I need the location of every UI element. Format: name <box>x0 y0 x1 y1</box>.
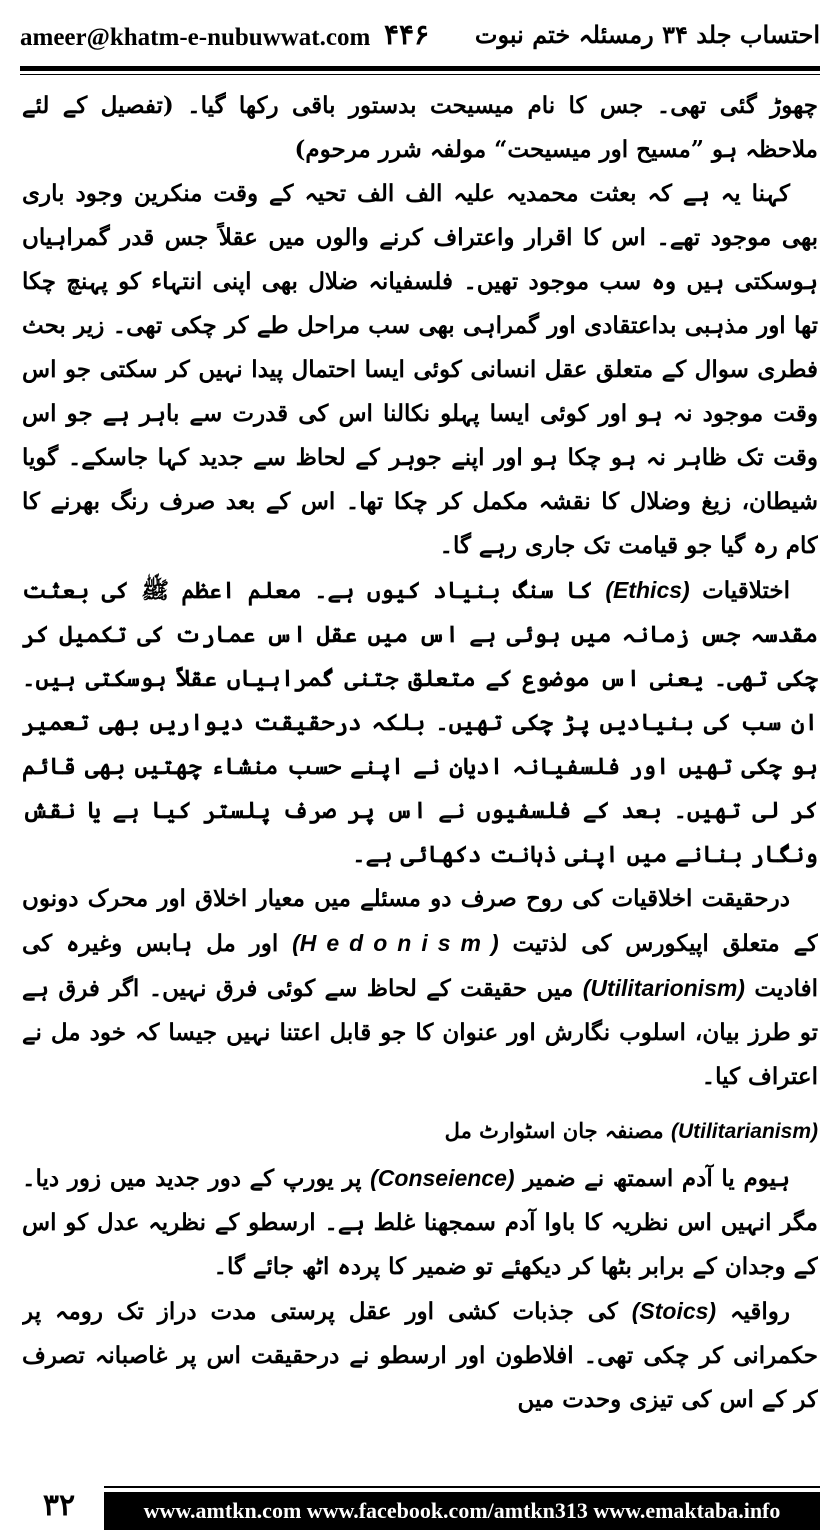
paragraph-4-text-c: میں حقیقت کے لحاظ سے کوئی فرق نہیں۔ اگر فرق ہے تو طرز بیان، اسلوب نگارش اور عنوان کا جو قابل اعتنا نہیں جیسا کہ خود مل نے اعتراف کیا۔ <box>22 975 818 1090</box>
paragraph-4-text-b: اور مل ہابس وغیرہ کی افادیت <box>22 930 818 1002</box>
caption-term: (Utilitarianism) <box>670 1120 818 1143</box>
paragraph-3 <box>22 568 818 877</box>
header-page-number: ۴۴۶ <box>384 18 430 51</box>
paragraph-1: چھوڑ گئی تھی۔ جس کا نام میسیحت بدستور باقی رکھا گیا۔ (تفصیل کے لئے ملاحظہ ہو ”مسیح اور میسیحت“ مولفہ شرر مرحوم) <box>22 92 818 163</box>
paragraph-4-text-a: درحقیقت اخلاقیات کی روح صرف دو مسئلے میں معیار اخلاق اور محرک دونوں کے متعلق اپیکورس کی لذتیت <box>22 885 818 957</box>
conscience-term: (Conseience) <box>370 1165 515 1191</box>
page-body <box>22 84 818 1484</box>
caption-text: مصنفہ جان اسٹوارٹ مل <box>444 1118 664 1143</box>
paragraph-2: کہنا یہ ہے کہ بعثت محمدیہ علیہ الف الف تحیہ کے وقت منکرین وجود باری بھی موجود تھے۔ اس کا اقرار واعتراف کرنے والوں میں عقلاً جس قدر گمراہیاں ہوسکتی ہیں وہ سب موجود تھیں۔ فلسفیانہ ضلال بھی اپنی انتہاء کو پہنچ چکا تھا اور مذہبی بداعتقادی اور گمراہی بھی سب مراحل طے کر چکی تھی۔ زیر بحث فطری سوال کے متعلق عقل انسانی کوئی ایسا احتمال پیدا نہیں کر سکتی جو اس وقت موجود نہ ہو اور کوئی ایسا پہلو نکالنا اس کی قدرت سے باہر ہے جو اس وقت تک ظاہر نہ ہو چکا ہو اور اپنے جوہر کے لحاظ سے جدید کہا جاسکے۔ گویا شیطان، زیغ وضلال کا نقشہ مکمل کر چکا تھا۔ اس کے بعد صرف رنگ بھرنے کا کام رہ گیا جو قیامت تک جاری رہے گا۔ <box>22 180 818 559</box>
paragraph-4 <box>22 877 818 1099</box>
utilitarionism-term: (Utilitarionism) <box>582 975 745 1001</box>
page-header <box>20 14 820 62</box>
reference-caption <box>22 1109 818 1154</box>
header-rule-thin <box>20 74 820 75</box>
footer-links: www.amtkn.com www.facebook.com/amtkn313 www.emaktaba.info <box>143 1498 781 1523</box>
header-book-title: احتساب جلد ۳۴ رمسئلہ ختم نبوت <box>474 20 820 49</box>
paragraph-5-text-b: پر یورپ کے دور جدید میں زور دیا۔ مگر انہیں اس نظریہ کا باوا آدم سمجھنا غلط ہے۔ ارسطو کے نظریہ عدل کو اس کے وجدان کے برابر بٹھا کر دیکھئے تو ضمیر کا پردہ اٹھ جائے گا۔ <box>22 1165 818 1280</box>
paragraph-6 <box>22 1289 818 1422</box>
ethics-term: (Ethics) <box>605 577 690 603</box>
header-rule-thick <box>20 66 820 71</box>
paragraph-5-text-a: ہیوم یا آدم اسمتھ نے ضمیر <box>523 1165 790 1192</box>
footer-rule <box>104 1486 820 1488</box>
footer-page-number: ۳۲ <box>20 1484 98 1530</box>
paragraph-3-text: کا سنگ بنیاد کیوں ہے۔ معلم اعظم ﷺ کی بعثت مقدسہ جس زمانہ میں ہوئی ہے اس میں عقل اس عمارت کی تکمیل کر چکی تھی۔ یعنی اس موضوع کے متعلق جتنی گمراہیاں عقلاً ہوسکتی ہیں۔ ان سب کی بنیادیں پڑ چکی تھیں۔ بلکہ درحقیقت دیواریں بھی تعمیر ہو چکی تھیں اور فلسفیانہ ادیان نے اپنے حسب منشاء چھتیں بھی قائم کر لی تھیں۔ بعد کے فلسفیوں نے اس پر صرف پلستر کیا ہے یا نقش ونگار بنانے میں اپنی ذہانت دکھائی ہے۔ <box>22 577 818 868</box>
paragraph-6-text-a: رواقیہ <box>729 1298 790 1325</box>
page-footer <box>20 1484 820 1530</box>
paragraph-5 <box>22 1156 818 1289</box>
ethics-word: اختلاقیات <box>702 577 790 604</box>
hedonism-term: (Hedonism) <box>292 930 499 956</box>
stoics-term: (Stoics) <box>631 1298 717 1324</box>
header-email: ameer@khatm-e-nubuwwat.com <box>20 24 371 51</box>
paragraph-6-text-b: کی جذبات کشی اور عقل پرستی مدت دراز تک رومہ پر حکمرانی کر چکی تھی۔ افلاطون اور ارسطو نے درحقیقت اس پر غاصبانہ تصرف کر کے اس کی تیزی وحدت میں <box>22 1298 818 1413</box>
